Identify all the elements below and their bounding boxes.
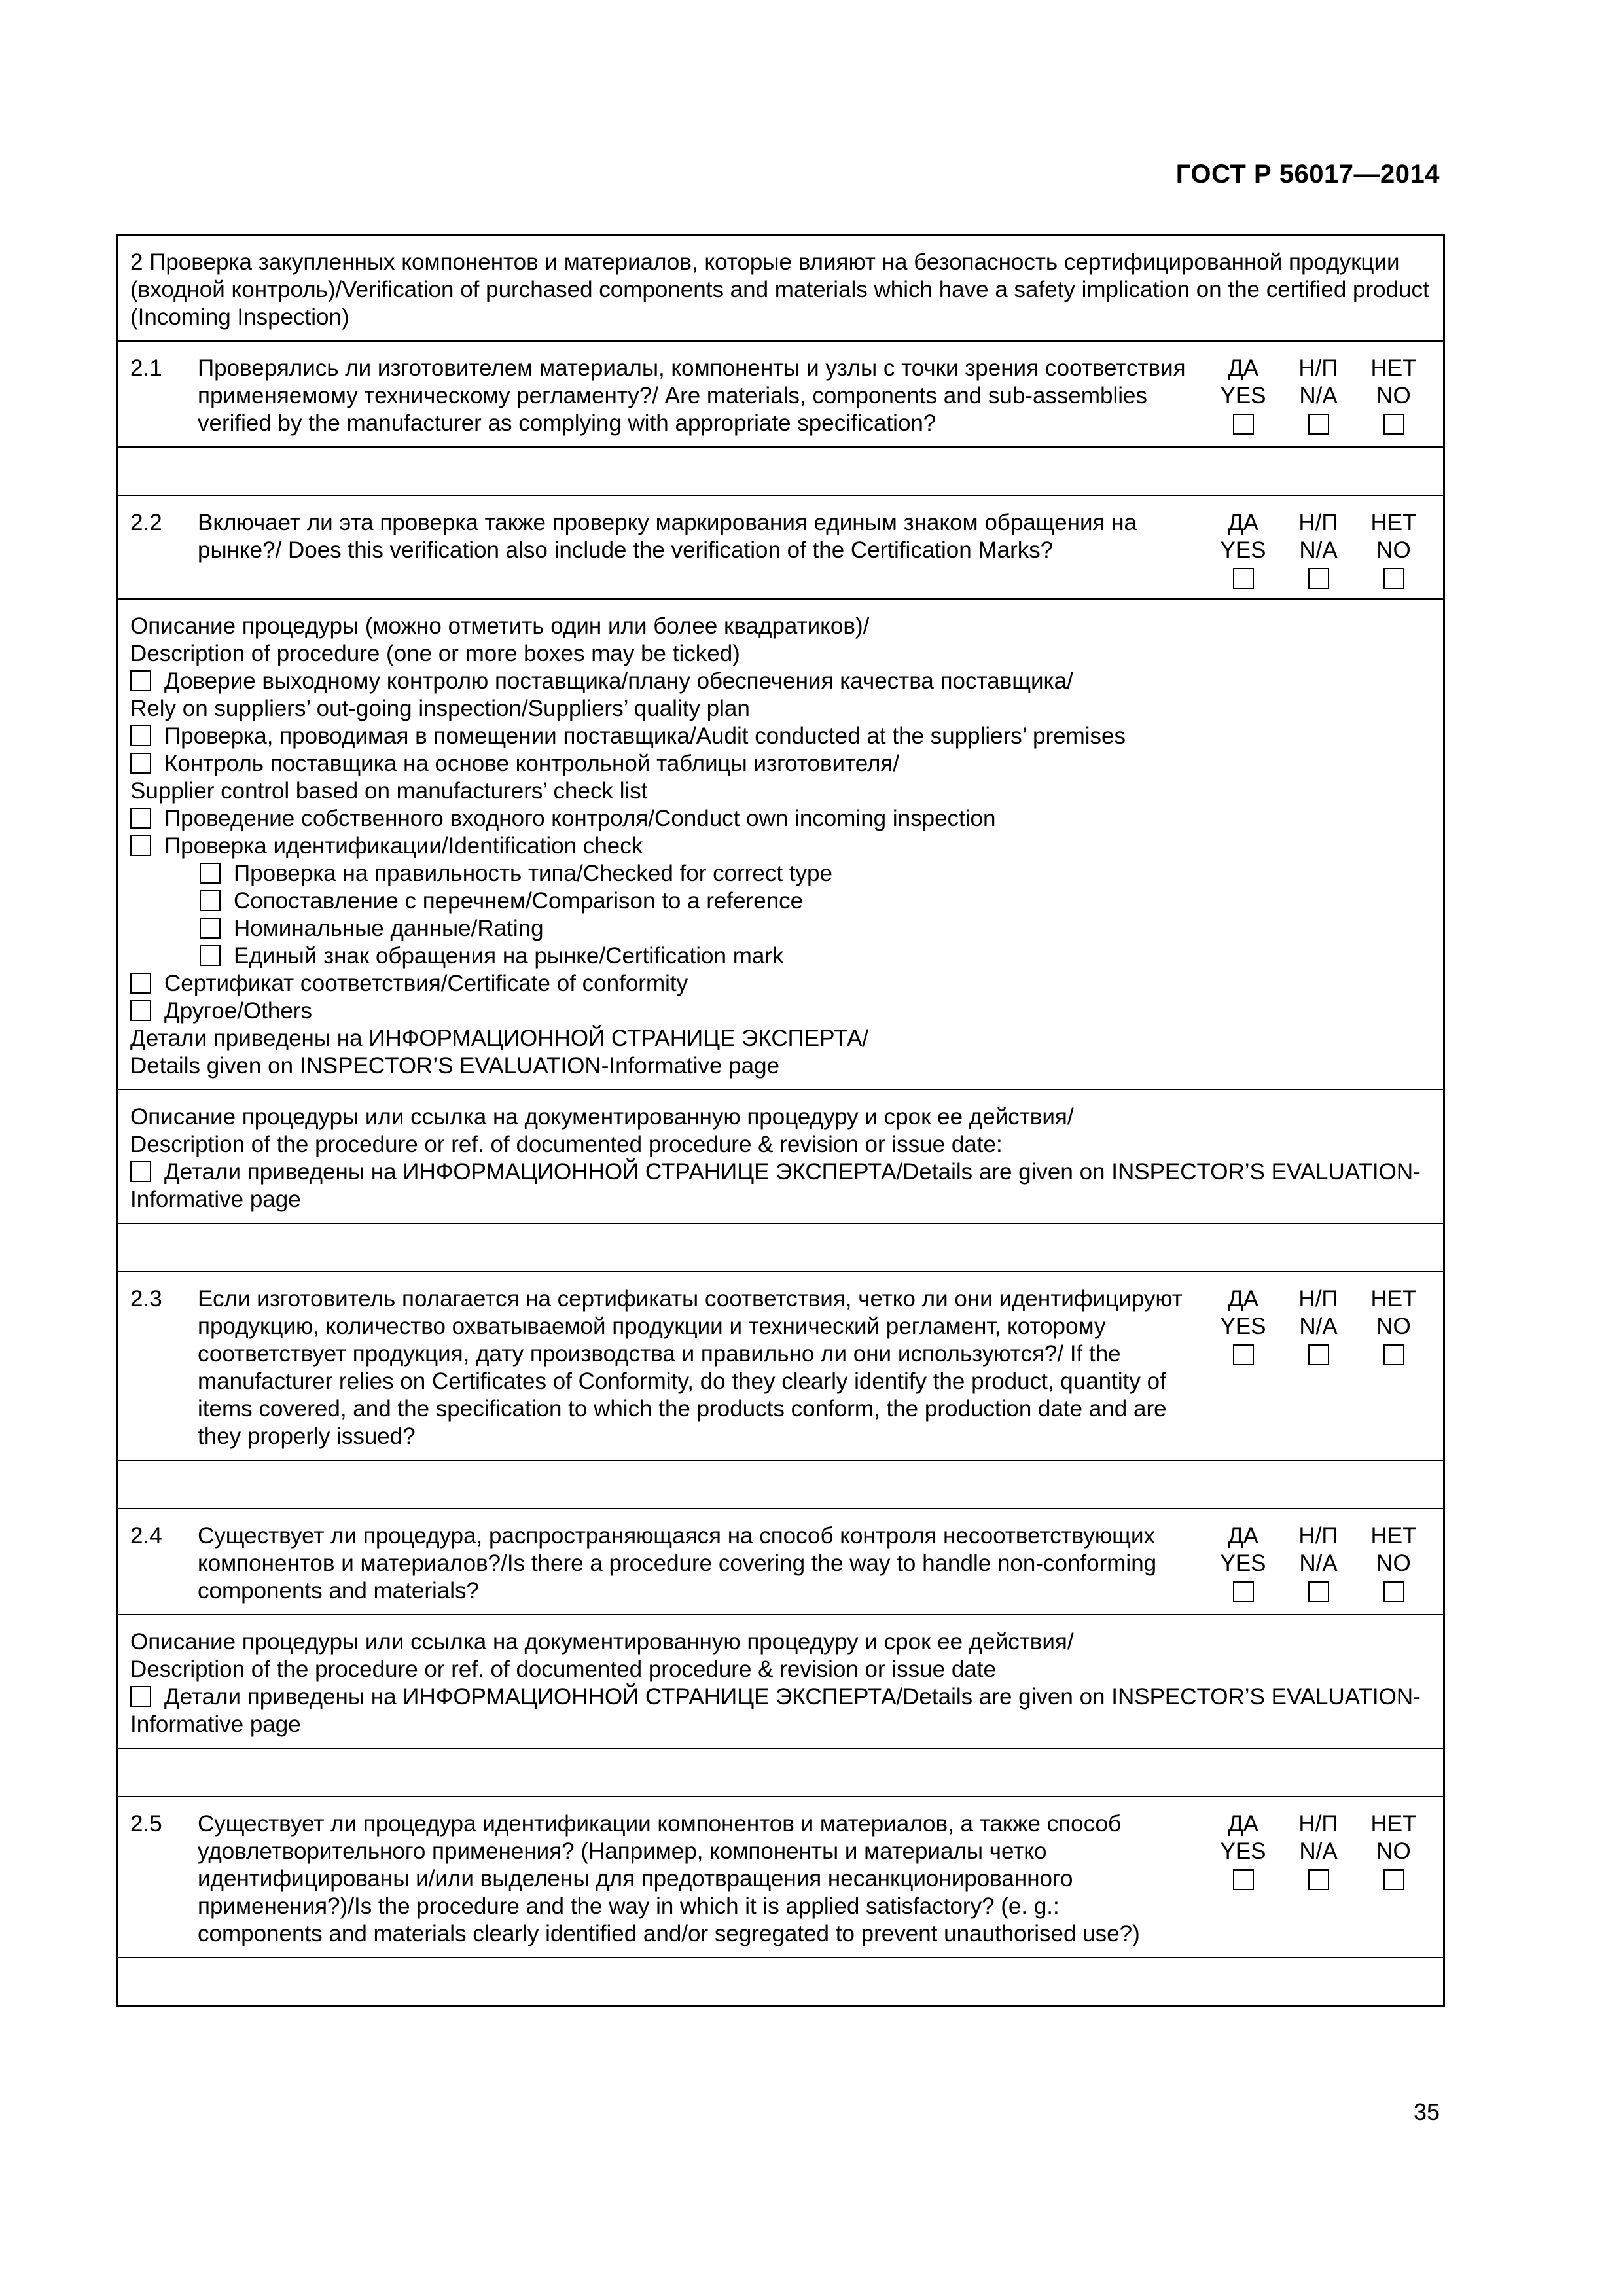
question-row-2-2	[118, 495, 1443, 598]
question-text: Существует ли процедура, распространяющаяся на способ контроля несоответствующих компонентов и материалов?/Is there a procedure covering the way to handle non-conforming components and materials?	[198, 1523, 1157, 1604]
option-label: Проверка идентификации/Identification check	[164, 833, 643, 859]
answer-na	[1281, 355, 1356, 435]
sub-option-correct-type	[130, 860, 1431, 888]
sub-option-certification-mark	[130, 942, 1431, 970]
yes-label-en: YES	[1220, 1314, 1266, 1339]
option-supplier-outgoing	[130, 668, 1431, 695]
inspection-form	[116, 234, 1445, 2007]
option-checkbox[interactable]	[130, 670, 151, 691]
yes-label-ru: ДА	[1227, 1523, 1259, 1549]
question-number: 2.4	[130, 1523, 162, 1549]
na-checkbox[interactable]	[1308, 1869, 1329, 1890]
answer-group	[1205, 1285, 1431, 1365]
option-checkbox[interactable]	[130, 808, 151, 829]
option-supplier-audit	[130, 723, 1431, 750]
answer-no	[1356, 1522, 1431, 1602]
sub-option-reference	[130, 888, 1431, 915]
option-checkbox[interactable]	[200, 918, 221, 939]
no-label-ru: НЕТ	[1370, 510, 1417, 535]
comment-field-2-2[interactable]	[118, 1223, 1443, 1271]
answer-na	[1281, 1810, 1356, 1890]
option-label: Сертификат соответствия/Certificate of conformity	[164, 971, 688, 996]
question-text: Если изготовитель полагается на сертификаты соответствия, четко ли они идентифицируют продукцию, количество охватываемой продукции и технический регламент, которому соответствует продукция, дату производства и правильно ли они используются?/ If the manufacturer relies on Certificates of Conformity, do they clearly identify the product, quantity of items covered, and the specification to which the products conform, the production date and are they properly issued?	[198, 1286, 1183, 1449]
no-label-ru: НЕТ	[1370, 1286, 1417, 1312]
question-row-2-3	[118, 1271, 1443, 1460]
answer-yes	[1205, 1285, 1281, 1365]
yes-checkbox[interactable]	[1233, 568, 1254, 589]
na-label-en: N/A	[1299, 537, 1338, 563]
no-label-en: NO	[1376, 537, 1411, 563]
na-checkbox[interactable]	[1308, 1344, 1329, 1365]
no-label-ru: НЕТ	[1370, 1523, 1417, 1549]
yes-label-ru: ДА	[1227, 355, 1259, 381]
answer-na	[1281, 1522, 1356, 1602]
procedure-title-en: Description of procedure (one or more boxes may be ticked)	[130, 641, 740, 666]
procedure-reference-block	[118, 1089, 1443, 1223]
yes-label-ru: ДА	[1227, 1286, 1259, 1312]
yes-checkbox[interactable]	[1233, 1869, 1254, 1890]
document-standard-header: ГОСТ Р 56017—2014	[1175, 160, 1440, 188]
na-checkbox[interactable]	[1308, 414, 1329, 435]
procedure-title-ru: Описание процедуры (можно отметить один или более квадратиков)/	[130, 613, 870, 639]
procedure-reference-block	[118, 1614, 1443, 1748]
na-label-en: N/A	[1299, 1839, 1338, 1864]
yes-label-en: YES	[1220, 1839, 1266, 1864]
na-label-ru: Н/П	[1298, 1286, 1338, 1312]
details-checkbox[interactable]	[130, 1161, 151, 1182]
details-checkbox[interactable]	[130, 1686, 151, 1707]
na-label-en: N/A	[1299, 1551, 1338, 1576]
comment-field-2-3[interactable]	[118, 1460, 1443, 1508]
option-label: Сопоставление с перечнем/Comparison to a reference	[234, 888, 804, 914]
yes-label-en: YES	[1220, 383, 1266, 408]
section-title: 2 Проверка закупленных компонентов и материалов, которые влияют на безопасность сертифицированной продукции (входной контроль)/Verification of purchased components and materials which have a safety implication on the certified product (Incoming Inspection)	[130, 249, 1429, 330]
option-checkbox[interactable]	[200, 890, 221, 911]
no-checkbox[interactable]	[1383, 1581, 1404, 1602]
answer-no	[1356, 355, 1431, 435]
option-label: Единый знак обращения на рынке/Certification mark	[234, 943, 784, 969]
option-label: Проверка на правильность типа/Checked for correct type	[234, 861, 832, 886]
details-note-en: Details given on INSPECTOR’S EVALUATION-Informative page	[130, 1053, 780, 1079]
question-number: 2.3	[130, 1286, 162, 1312]
na-checkbox[interactable]	[1308, 1581, 1329, 1602]
comment-field-2-4[interactable]	[118, 1748, 1443, 1796]
details-option	[130, 1158, 1431, 1213]
details-note-ru: Детали приведены на ИНФОРМАЦИОННОЙ СТРАНИЦЕ ЭКСПЕРТА/	[130, 1026, 869, 1051]
option-checkbox[interactable]	[130, 1000, 151, 1021]
na-label-ru: Н/П	[1298, 1523, 1338, 1549]
question-row-2-1	[118, 340, 1443, 446]
reference-line-ru: Описание процедуры или ссылка на документированную процедуру и срок ее действия/	[130, 1104, 1074, 1130]
yes-label-ru: ДА	[1227, 510, 1259, 535]
yes-label-en: YES	[1220, 537, 1266, 563]
no-checkbox[interactable]	[1383, 1869, 1404, 1890]
question-number: 2.2	[130, 510, 162, 535]
option-label: Проведение собственного входного контроля/Conduct own incoming inspection	[164, 806, 996, 831]
comment-field-2-1[interactable]	[118, 446, 1443, 495]
question-row-2-5	[118, 1796, 1443, 1957]
yes-checkbox[interactable]	[1233, 1344, 1254, 1365]
answer-no	[1356, 1285, 1431, 1365]
answer-no	[1356, 509, 1431, 589]
question-text: Проверялись ли изготовителем материалы, компоненты и узлы с точки зрения соответствия применяемому техническому регламенту?/ Are materials, components and sub-assemblies verified by the manufacturer as complying with appropriate specification?	[198, 355, 1186, 436]
option-others	[130, 997, 1431, 1025]
na-checkbox[interactable]	[1308, 568, 1329, 589]
reference-line-en: Description of the procedure or ref. of documented procedure & revision or issue date	[130, 1657, 996, 1682]
option-checkbox[interactable]	[130, 753, 151, 774]
no-label-ru: НЕТ	[1370, 355, 1417, 381]
no-label-en: NO	[1376, 1314, 1411, 1339]
comment-field-2-5[interactable]	[118, 1957, 1443, 2005]
no-checkbox[interactable]	[1383, 1344, 1404, 1365]
option-identification-check	[130, 833, 1431, 860]
no-label-en: NO	[1376, 383, 1411, 408]
yes-label-ru: ДА	[1227, 1811, 1259, 1837]
option-label: Номинальные данные/Rating	[234, 916, 544, 941]
question-text: Существует ли процедура идентификации компонентов и материалов, а также способ удовлетворительного применения? (Например, компоненты и материалы четко идентифицированы и/или выделены для предотвращения несанкционированного применения?)/Is the procedure and the way in which it is applied satisfactory? (e. g.: components and materials clearly identified and/or segregated to prevent unauthorised use?)	[198, 1811, 1140, 1946]
yes-checkbox[interactable]	[1233, 414, 1254, 435]
answer-group	[1205, 509, 1431, 589]
yes-checkbox[interactable]	[1233, 1581, 1254, 1602]
reference-line-en: Description of the procedure or ref. of documented procedure & revision or issue date:	[130, 1132, 1003, 1157]
no-label-ru: НЕТ	[1370, 1811, 1417, 1837]
option-label: Доверие выходному контролю поставщика/плану обеспечения качества поставщика/	[164, 668, 1073, 694]
no-checkbox[interactable]	[1383, 414, 1404, 435]
option-checkbox[interactable]	[130, 835, 151, 856]
option-checkbox[interactable]	[200, 863, 221, 884]
na-label-en: N/A	[1299, 383, 1338, 408]
na-label-en: N/A	[1299, 1314, 1338, 1339]
option-own-inspection	[130, 805, 1431, 833]
details-label: Детали приведены на ИНФОРМАЦИОННОЙ СТРАНИЦЕ ЭКСПЕРТА/Details are given on INSPECTOR’S EVALUATION-Informative page	[130, 1159, 1421, 1212]
option-supplier-checklist	[130, 750, 1431, 778]
yes-label-en: YES	[1220, 1551, 1266, 1576]
option-checkbox[interactable]	[130, 725, 151, 746]
option-label: Другое/Others	[164, 998, 312, 1024]
answer-yes	[1205, 1810, 1281, 1890]
option-label: Контроль поставщика на основе контрольной таблицы изготовителя/	[164, 751, 900, 776]
option-checkbox[interactable]	[130, 973, 151, 994]
sub-option-rating	[130, 915, 1431, 942]
answer-group	[1205, 1810, 1431, 1890]
option-certificate-conformity	[130, 970, 1431, 997]
na-label-ru: Н/П	[1298, 510, 1338, 535]
no-label-en: NO	[1376, 1839, 1411, 1864]
procedure-description-block	[118, 598, 1443, 1089]
option-label-en: Supplier control based on manufacturers’ check list	[130, 778, 648, 804]
answer-no	[1356, 1810, 1431, 1890]
question-number: 2.1	[130, 355, 162, 381]
details-label: Детали приведены на ИНФОРМАЦИОННОЙ СТРАНИЦЕ ЭКСПЕРТА/Details are given on INSPECTOR’S EVALUATION-Informative page	[130, 1684, 1421, 1737]
details-option	[130, 1683, 1431, 1738]
na-label-ru: Н/П	[1298, 1811, 1338, 1837]
answer-yes	[1205, 509, 1281, 589]
answer-group	[1205, 355, 1431, 435]
no-label-en: NO	[1376, 1551, 1411, 1576]
na-label-ru: Н/П	[1298, 355, 1338, 381]
option-checkbox[interactable]	[200, 945, 221, 966]
option-label: Проверка, проводимая в помещении поставщика/Audit conducted at the suppliers’ premises	[164, 723, 1126, 749]
answer-yes	[1205, 1522, 1281, 1602]
answer-group	[1205, 1522, 1431, 1602]
question-text: Включает ли эта проверка также проверку маркирования единым знаком обращения на рынке?/ Does this verification also include the verification of the Certification Marks?	[198, 510, 1137, 563]
page-number: 35	[1413, 2098, 1440, 2125]
answer-yes	[1205, 355, 1281, 435]
no-checkbox[interactable]	[1383, 568, 1404, 589]
reference-line-ru: Описание процедуры или ссылка на документированную процедуру и срок ее действия/	[130, 1629, 1074, 1655]
option-label-en: Rely on suppliers’ out-going inspection/Suppliers’ quality plan	[130, 696, 750, 721]
answer-na	[1281, 1285, 1356, 1365]
answer-na	[1281, 509, 1356, 589]
question-number: 2.5	[130, 1811, 162, 1837]
question-row-2-4	[118, 1508, 1443, 1614]
